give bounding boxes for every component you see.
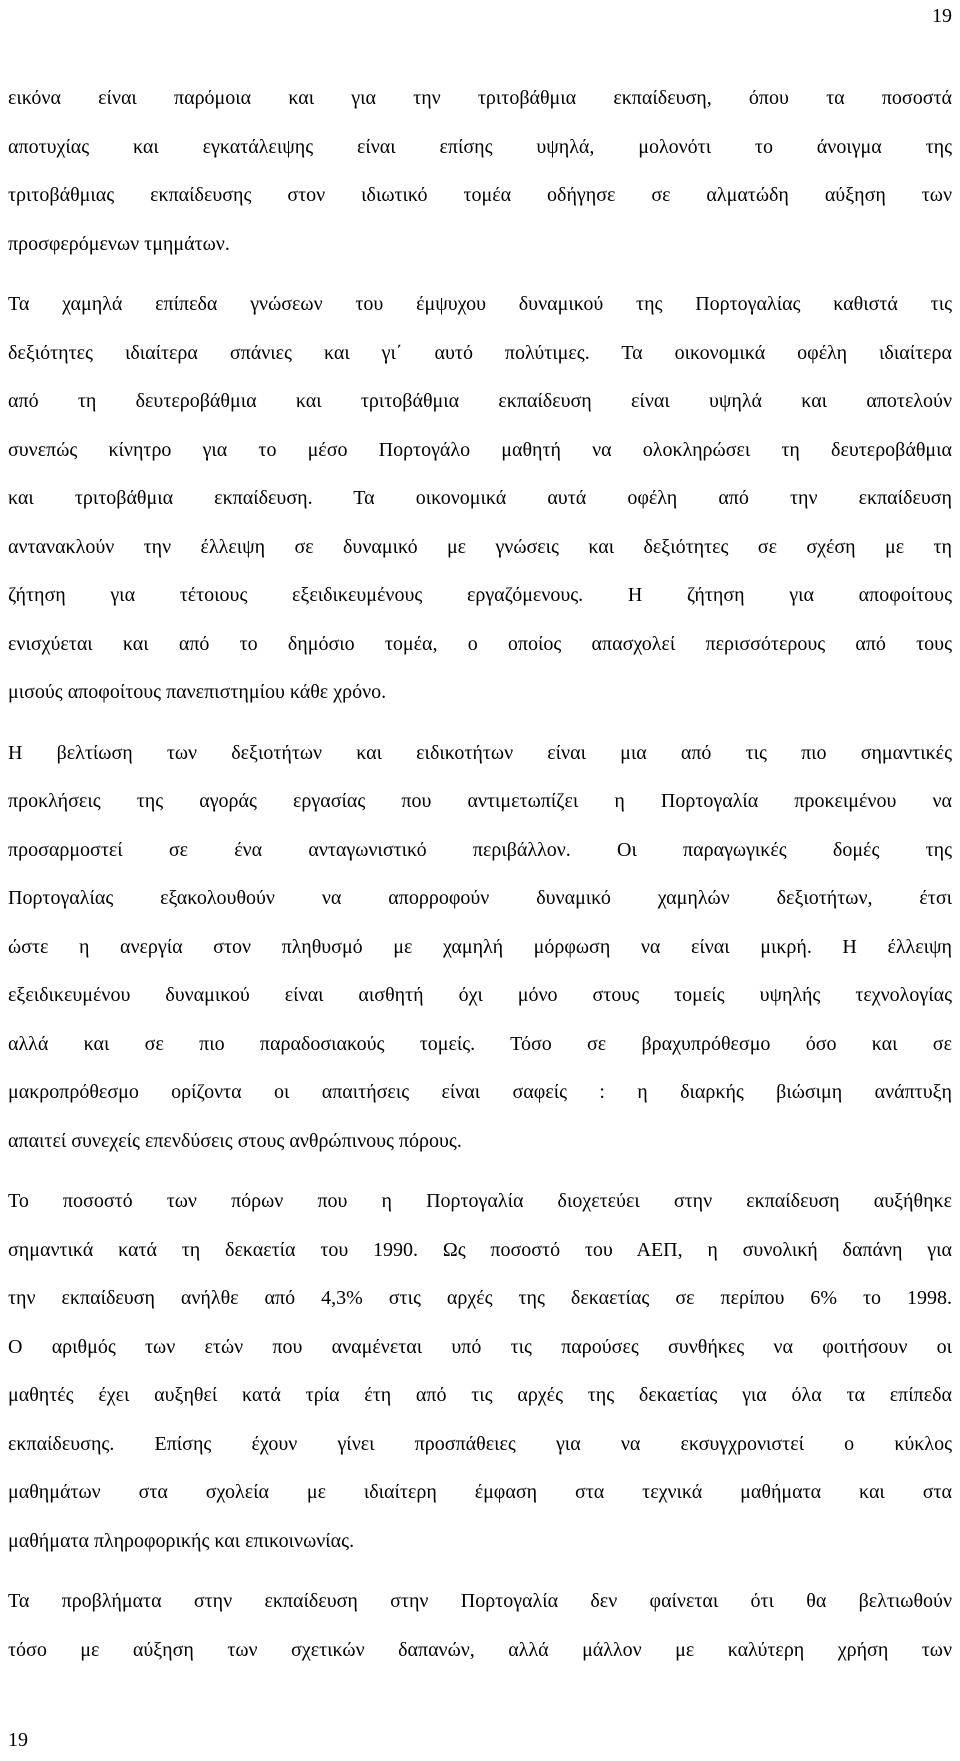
page-number-top: 19 [932,5,952,27]
text-line: δεξιότητες ιδιαίτερα σπάνιες και γι΄ αυτό πολύτιμες. Τα οικονομικά οφέλη ιδιαίτερα [8,341,952,364]
text-line: τριτοβάθμιας εκπαίδευσης στον ιδιωτικό τομέα οδήγησε σε αλματώδη αύξηση των [8,184,952,206]
text-line: μαθημάτων στα σχολεία με ιδιαίτερη έμφαση στα τεχνικά μαθήματα και στα [8,1481,952,1503]
text-line: συνεπώς κίνητρο για το μέσο Πορτογάλο μαθητή να ολοκληρώσει τη δευτεροβάθμια [8,438,952,461]
text-line: ζήτηση για τέτοιους εξειδικευμένους εργαζόμενους. Η ζήτηση για αποφοίτους [8,584,952,606]
paragraph-2 [8,280,952,717]
text-line: Πορτογαλίας εξακολουθούν να απορροφούν δυναμικό χαμηλών δεξιοτήτων, έτσι [8,887,952,909]
text-line: από τη δευτεροβάθμια και τριτοβάθμια εκπαίδευση είναι υψηλά και αποτελούν [8,390,952,412]
text-line: ώστε η ανεργία στον πληθυσμό με χαμηλή μόρφωση να είναι μικρή. Η έλλειψη [8,935,952,958]
text-line: και τριτοβάθμια εκπαίδευση. Τα οικονομικά αυτά οφέλη από την εκπαίδευση [8,487,952,509]
text-line: αντανακλούν την έλλειψη σε δυναμικό με γνώσεις και δεξιότητες σε σχέση με τη [8,535,952,558]
text-line: μισούς αποφοίτους πανεπιστημίου κάθε χρόνο. [8,681,387,703]
text-line: μακροπρόθεσμο ορίζοντα οι απαιτήσεις είναι σαφείς : η διαρκής βιώσιμη ανάπτυξη [8,1081,952,1103]
text-line: τόσο με αύξηση των σχετικών δαπανών, αλλά μάλλον με καλύτερη χρήση των [8,1638,952,1661]
paragraph-4 [8,1177,952,1565]
text-line: μαθητές έχει αυξηθεί κατά τρία έτη από τις αρχές της δεκαετίας για όλα τα επίπεδα [8,1384,952,1406]
text-line: εκπαίδευσης. Επίσης έχουν γίνει προσπάθειες για να εκσυγχρονιστεί ο κύκλος [8,1432,952,1455]
text-line: αποτυχίας και εγκατάλειψης είναι επίσης υψηλά, μολονότι το άνοιγμα της [8,135,952,158]
text-line: απαιτεί συνεχείς επενδύσεις στους ανθρώπινους πόρους. [8,1129,462,1152]
paragraph-5 [8,1577,952,1674]
body-text [8,74,952,1686]
text-line: ενισχύεται και από το δημόσιο τομέα, ο οποίος απασχολεί περισσότερους από τους [8,632,952,655]
text-line: προκλήσεις της αγοράς εργασίας που αντιμετωπίζει η Πορτογαλία προκειμένου να [8,790,952,812]
text-line: αλλά και σε πιο παραδοσιακούς τομείς. Τόσο σε βραχυπρόθεσμο όσο και σε [8,1032,952,1055]
text-line: την εκπαίδευση ανήλθε από 4,3% στις αρχές της δεκαετίας σε περίπου 6% το 1998. [8,1287,952,1309]
page-number-bottom: 19 [8,1729,28,1751]
paragraph-1 [8,74,952,268]
text-line: Τα προβλήματα στην εκπαίδευση στην Πορτογαλία δεν φαίνεται ότι θα βελτιωθούν [8,1590,952,1612]
text-line: σημαντικά κατά τη δεκαετία του 1990. Ως ποσοστό του ΑΕΠ, η συνολική δαπάνη για [8,1238,952,1261]
text-line: Η βελτίωση των δεξιοτήτων και ειδικοτήτων είναι μια από τις πιο σημαντικές [8,741,952,764]
text-line: μαθήματα πληροφορικής και επικοινωνίας. [8,1529,355,1552]
text-line: προσαρμοστεί σε ένα ανταγωνιστικό περιβάλλον. Οι παραγωγικές δομές της [8,838,952,861]
text-line: προσφερόμενων τμημάτων. [8,232,230,255]
paragraph-3 [8,729,952,1166]
text-line: Το ποσοστό των πόρων που η Πορτογαλία διοχετεύει στην εκπαίδευση αυξήθηκε [8,1190,952,1212]
text-line: εικόνα είναι παρόμοια και για την τριτοβάθμια εκπαίδευση, όπου τα ποσοστά [8,87,952,109]
text-line: εξειδικευμένου δυναμικού είναι αισθητή όχι μόνο στους τομείς υψηλής τεχνολογίας [8,984,952,1006]
text-line: Ο αριθμός των ετών που αναμένεται υπό τις παρούσες συνθήκες να φοιτήσουν οι [8,1335,952,1358]
text-line: Τα χαμηλά επίπεδα γνώσεων του έμψυχου δυναμικού της Πορτογαλίας καθιστά τις [8,293,952,315]
